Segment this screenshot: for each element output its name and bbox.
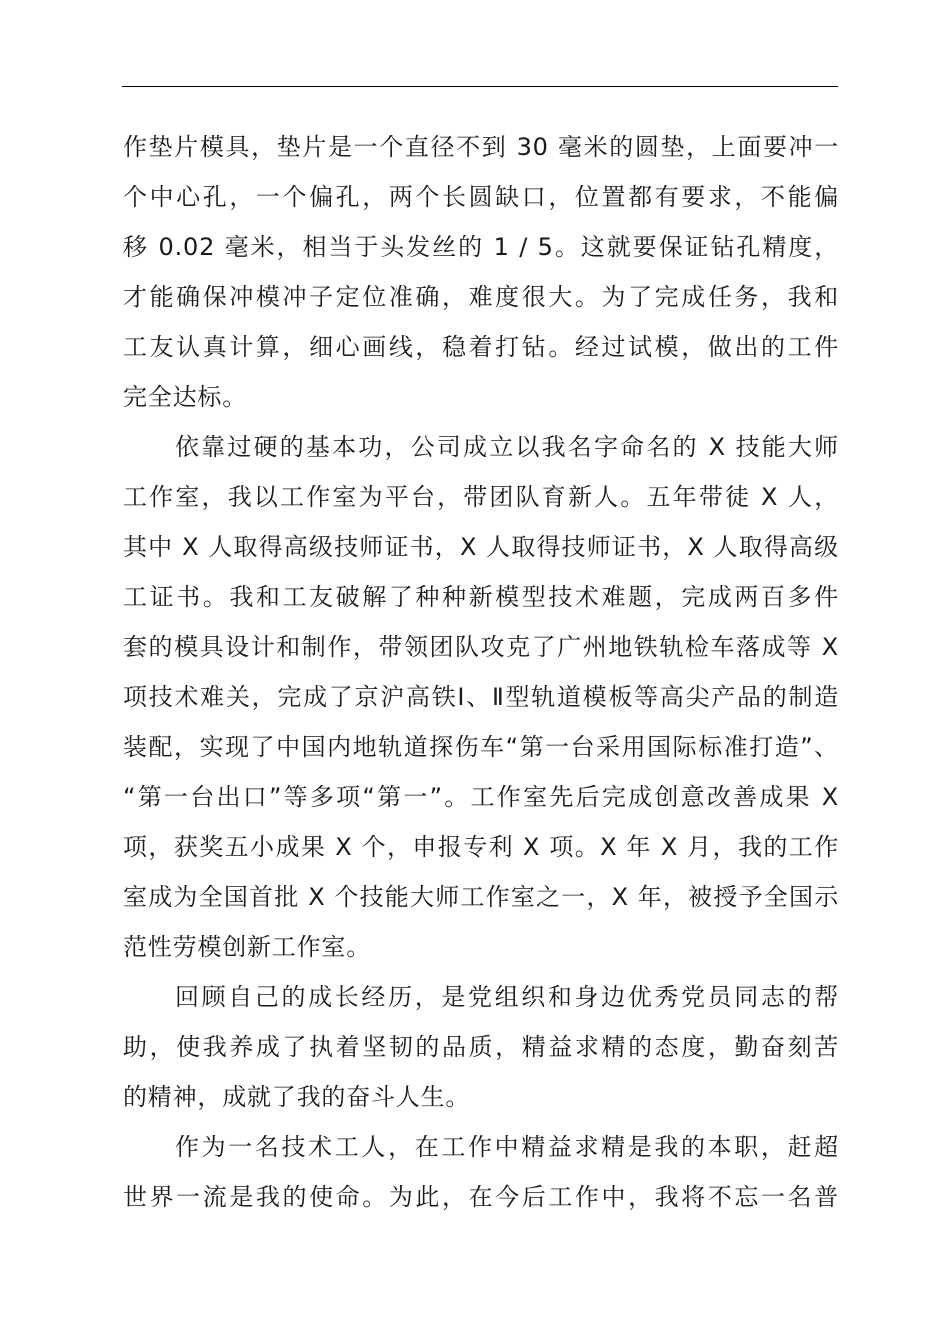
text-line: 项技术难关，完成了京沪高铁Ⅰ、Ⅱ型轨道模板等高尖产品的制造 xyxy=(123,683,839,711)
text-line: 作为一名技术工人，在工作中精益求精是我的本职，赶超 xyxy=(175,1133,839,1161)
text-line: 范性劳模创新工作室。 xyxy=(123,933,371,961)
body-text xyxy=(123,122,839,1222)
header-rule xyxy=(122,86,838,87)
text-line: 套的模具设计和制作，带领团队攻克了广州地铁轨检车落成等 X xyxy=(123,633,839,661)
paragraph-1 xyxy=(123,122,839,422)
text-line: 完全达标。 xyxy=(123,383,247,411)
text-line: 依靠过硬的基本功，公司成立以我名字命名的 X 技能大师 xyxy=(175,433,839,461)
text-line: 回顾自己的成长经历，是党组织和身边优秀党员同志的帮 xyxy=(175,983,839,1011)
text-line: “第一台出口”等多项“第一”。工作室先后完成创意改善成果 X xyxy=(123,783,839,811)
text-line: 工证书。我和工友破解了种种新模型技术难题，完成两百多件 xyxy=(123,583,839,611)
text-line: 才能确保冲模冲子定位准确，难度很大。为了完成任务，我和 xyxy=(123,283,839,311)
paragraph-3 xyxy=(123,972,839,1122)
text-line: 移 0.02 毫米，相当于头发丝的 1 / 5。这就要保证钻孔精度， xyxy=(123,233,839,261)
text-line: 作垫片模具，垫片是一个直径不到 30 毫米的圆垫，上面要冲一 xyxy=(123,133,839,161)
text-line: 工友认真计算，细心画线，稳着打钻。经过试模，做出的工件 xyxy=(123,333,839,361)
text-line: 世界一流是我的使命。为此，在今后工作中，我将不忘一名普 xyxy=(123,1183,839,1211)
paragraph-2 xyxy=(123,422,839,972)
text-line: 个中心孔，一个偏孔，两个长圆缺口，位置都有要求，不能偏 xyxy=(123,183,839,211)
text-line: 工作室，我以工作室为平台，带团队育新人。五年带徒 X 人， xyxy=(123,483,839,511)
text-line: 项，获奖五小成果 X 个，申报专利 X 项。X 年 X 月，我的工作 xyxy=(123,833,839,861)
text-line: 装配，实现了中国内地轨道探伤车“第一台采用国际标准打造”、 xyxy=(123,733,839,761)
text-line: 助，使我养成了执着坚韧的品质，精益求精的态度，勤奋刻苦 xyxy=(123,1033,839,1061)
text-line: 其中 X 人取得高级技师证书，X 人取得技师证书，X 人取得高级 xyxy=(123,533,839,561)
text-line: 的精神，成就了我的奋斗人生。 xyxy=(123,1083,471,1111)
paragraph-4 xyxy=(123,1122,839,1222)
text-line: 室成为全国首批 X 个技能大师工作室之一，X 年，被授予全国示 xyxy=(123,883,839,911)
